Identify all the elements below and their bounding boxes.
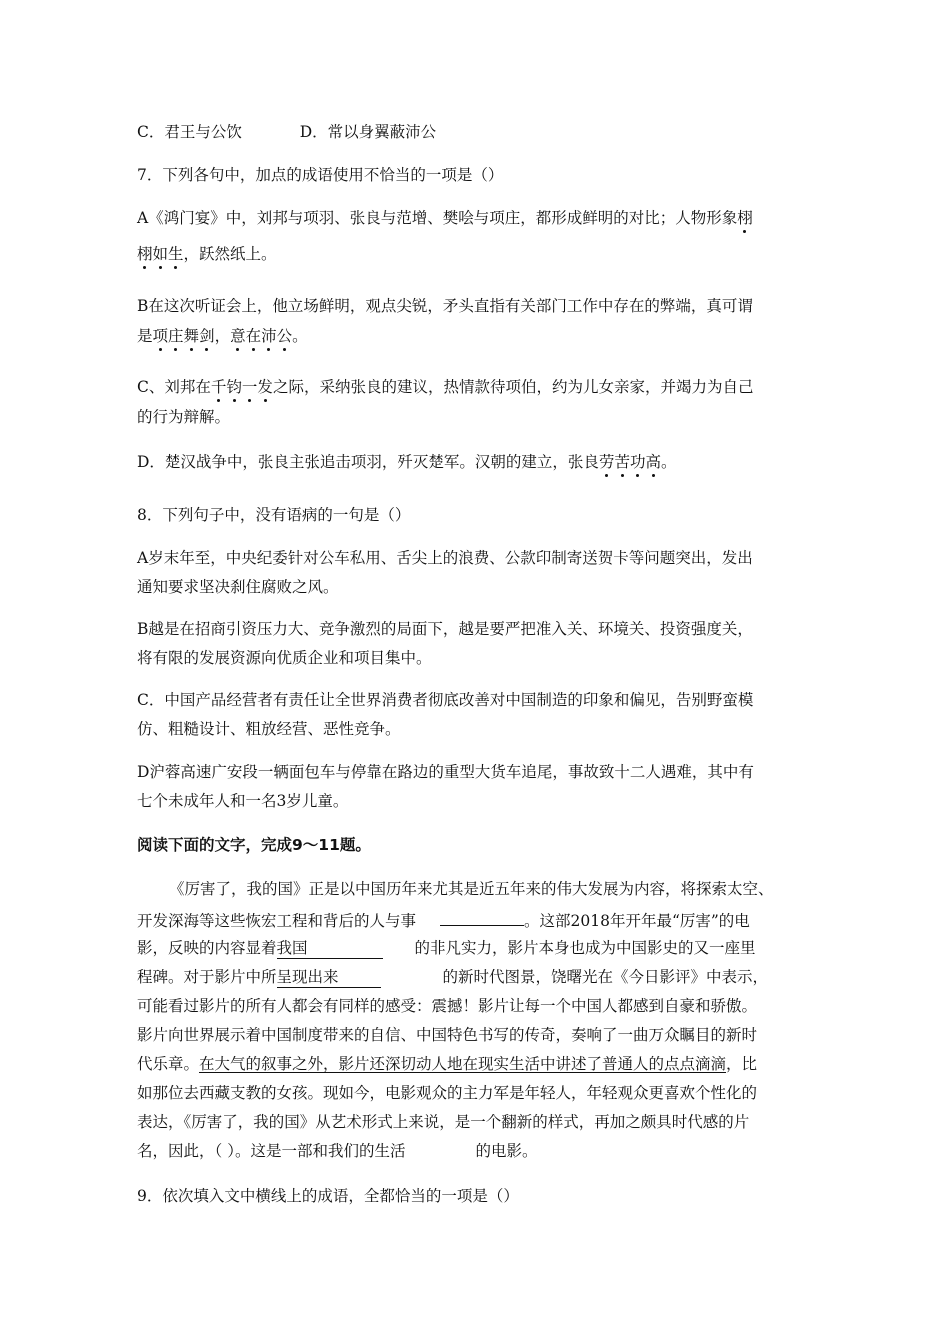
reading-line-2 [137, 909, 750, 931]
blank-2 [277, 938, 383, 959]
q7-option-c-line2: 的行为辩解。 [137, 408, 231, 426]
blank-1 [440, 909, 524, 926]
reading-line-5: 可能看过影片的所有人都会有同样的感受：震撼！影片让每一个中国人都感到自豪和骄傲。 [137, 997, 758, 1015]
blank-3-text: 呈现出来 [276, 968, 339, 986]
q7-a-dotted-2: 栩如生 [137, 245, 184, 263]
q8-option-c-line1: C．中国产品经营者有责任让全世界消费者彻底改善对中国制造的印象和偏见，告别野蛮模 [137, 691, 754, 709]
reading-line-8: 如那位去西藏支教的女孩。现如今，电影观众的主力军是年轻人，年轻观众更喜欢个性化的 [137, 1084, 758, 1102]
reading-line-10c: 。这是一部和我们的生活 [234, 1142, 406, 1160]
q8-option-b-line2: 将有限的发展资源向优质企业和项目集中。 [137, 649, 432, 667]
q7-option-b-line2 [137, 326, 308, 346]
reading-line-1: 《厉害了，我的国》正是以中国历年来尤其是近五年来的伟大发展为内容，将探索太空、 [169, 880, 774, 898]
q7-c-dotted: 千钧一发 [210, 378, 273, 396]
q6-options-line [137, 122, 436, 142]
reading-line-2b: 。这部2018年开年最“厉害”的电 [524, 912, 750, 930]
reading-line-3b: 的非凡实力，影片本身也成为中国影史的又一座里 [414, 939, 756, 957]
blank-3 [277, 967, 381, 988]
q7-a-text: A《鸿门宴》中，刘邦与项羽、张良与范增、樊哙与项庄，都形成鲜明的对比；人物形象 [137, 209, 738, 227]
reading-line-4a: 程碑。对于影片中所 [137, 968, 277, 986]
q6-option-c: C．君王与公饮 [137, 123, 242, 141]
q7-a-rest: ，跃然纸上。 [183, 245, 277, 263]
q7-option-c-line1 [137, 377, 753, 397]
q8-option-a-line2: 通知要求坚决刹住腐败之风。 [137, 578, 339, 596]
q7-b-prefix: 是 [137, 327, 153, 345]
blank-2-text: 我国 [276, 939, 308, 957]
q7-a-dotted-1: 栩 [737, 209, 753, 227]
reading-heading: 阅读下面的文字，完成9～11题。 [137, 836, 371, 854]
q7-option-b-line1: B在这次听证会上，他立场鲜明，观点尖锐，矛头直指有关部门工作中存在的弊端，真可谓 [137, 297, 753, 315]
q7-d-prefix: D．楚汉战争中，张良主张追击项羽，歼灭楚军。汉朝的建立，张良 [137, 453, 599, 471]
q7-c-prefix: C、刘邦在 [137, 378, 211, 396]
reading-line-3 [137, 938, 756, 959]
reading-line-2a: 开发深海等这些恢宏工程和背后的人与事 [137, 912, 417, 930]
reading-line-7b: ，比 [726, 1055, 758, 1073]
q7-d-end: 。 [661, 453, 677, 471]
q8-stem: 8．下列句子中，没有语病的一句是（） [137, 506, 411, 524]
underlined-sentence: 在大气的叙事之外，影片还深切动人地在现实生活中讲述了普通人的点点滴滴 [199, 1055, 727, 1073]
reading-line-4 [137, 967, 768, 988]
reading-line-6: 影片向世界展示着中国制度带来的自信、中国特色书写的传奇，奏响了一曲万众瞩目的新时 [137, 1026, 758, 1044]
q7-c-rest: 之际，采纳张良的建议，热情款待项伯，约为儿女亲家，并竭力为自己 [272, 378, 754, 396]
q7-b-dotted-1: 项庄舞剑 [152, 327, 215, 345]
q7-b-dotted-2: 意在沛公 [230, 327, 293, 345]
q8-option-c-line2: 仿、粗糙设计、粗放经营、恶性竞争。 [137, 720, 401, 738]
q8-option-d-line2: 七个未成年人和一名3岁儿童。 [137, 792, 349, 810]
q8-option-d-line1: D沪蓉高速广安段一辆面包车与停靠在路边的重型大货车追尾，事故致十二人遇难，其中有 [137, 763, 754, 781]
q6-option-d: D．常以身翼蔽沛公 [299, 123, 437, 141]
reading-line-10 [137, 1141, 537, 1161]
reading-line-3a: 影，反映的内容显着 [137, 939, 277, 957]
q7-option-a-line2 [137, 244, 277, 264]
q7-b-end: 。 [292, 327, 308, 345]
reading-line-4b: 的新时代图景，饶曙光在《今日影评》中表示， [442, 968, 769, 986]
q7-option-d [137, 452, 677, 472]
q9-stem: 9．依次填入文中横线上的成语，全都恰当的一项是（） [137, 1187, 519, 1205]
reading-line-7 [137, 1054, 757, 1074]
q8-option-a-line1: A岁末年至，中央纪委针对公车私用、舌尖上的浪费、公款印制寄送贺卡等问题突出，发出 [137, 549, 753, 567]
reading-line-9: 表达，《厉害了，我的国》从艺术形式上来说，是一个翻新的样式，再加之颇具时代感的片 [137, 1113, 750, 1131]
reading-line-7a: 代乐章。 [137, 1055, 200, 1073]
reading-line-10d: 的电影。 [475, 1142, 538, 1160]
q7-stem: 7．下列各句中，加点的成语使用不恰当的一项是（） [137, 166, 504, 184]
reading-line-10a: 名，因此， [137, 1142, 215, 1160]
sentence-blank-paren: （ ） [214, 1142, 235, 1160]
q7-option-a-line1 [137, 208, 753, 228]
q7-d-dotted: 劳苦功高 [598, 453, 661, 471]
q7-b-mid: ， [214, 327, 231, 345]
q8-option-b-line1: B越是在招商引资压力大、竞争激烈的局面下，越是要严把准入关、环境关、投资强度关， [137, 620, 753, 638]
